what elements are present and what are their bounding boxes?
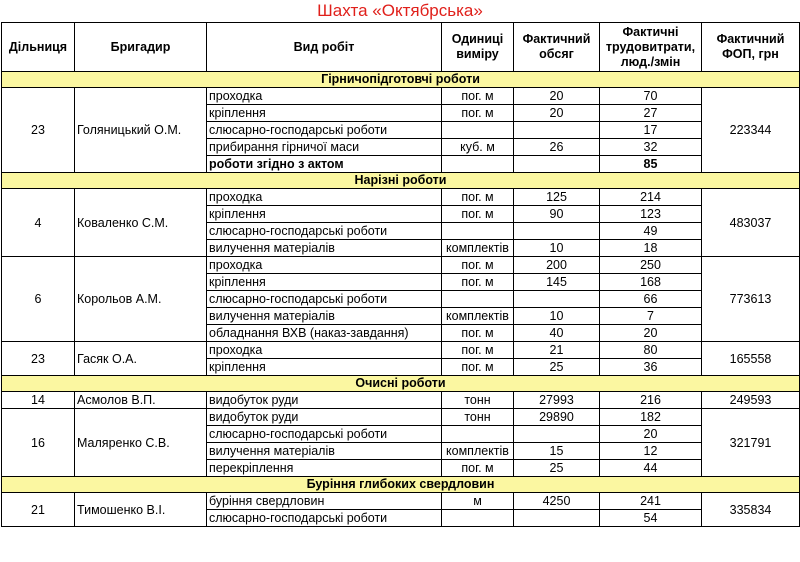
volume-cell: 10: [514, 308, 600, 325]
volume-cell: 145: [514, 274, 600, 291]
labor-cell: 32: [600, 139, 702, 156]
volume-cell: [514, 426, 600, 443]
unit-cell: пог. м: [442, 189, 514, 206]
volume-cell: [514, 291, 600, 308]
foreman-cell: Асмолов В.П.: [75, 392, 207, 409]
labor-cell: 18: [600, 240, 702, 257]
unit-cell: м: [442, 493, 514, 510]
table-row: [2, 88, 800, 105]
volume-cell: [514, 223, 600, 240]
volume-cell: 27993: [514, 392, 600, 409]
labor-cell: 80: [600, 342, 702, 359]
work-type-cell: слюсарно-господарські роботи: [207, 223, 442, 240]
table-row: [2, 189, 800, 206]
unit-cell: комплектів: [442, 443, 514, 460]
labor-cell: 216: [600, 392, 702, 409]
table-row: [2, 493, 800, 510]
labor-cell: 123: [600, 206, 702, 223]
labor-cell: 54: [600, 510, 702, 527]
labor-cell: 44: [600, 460, 702, 477]
unit-cell: пог. м: [442, 460, 514, 477]
payroll-cell: 335834: [702, 493, 800, 527]
labor-cell: 36: [600, 359, 702, 376]
volume-cell: [514, 156, 600, 173]
work-type-cell: роботи згідно з актом: [207, 156, 442, 173]
work-type-cell: кріплення: [207, 359, 442, 376]
table-row: [2, 342, 800, 359]
volume-cell: 40: [514, 325, 600, 342]
work-type-cell: обладнання ВХВ (наказ-завдання): [207, 325, 442, 342]
unit-cell: пог. м: [442, 342, 514, 359]
labor-cell: 214: [600, 189, 702, 206]
work-type-cell: прибирання гірничої маси: [207, 139, 442, 156]
unit-cell: комплектів: [442, 240, 514, 257]
unit-cell: [442, 510, 514, 527]
table-row: [2, 409, 800, 426]
section-header-row: [2, 173, 800, 189]
unit-cell: пог. м: [442, 359, 514, 376]
volume-cell: 25: [514, 359, 600, 376]
payroll-cell: 483037: [702, 189, 800, 257]
foreman-cell: Маляренко С.В.: [75, 409, 207, 477]
work-type-cell: проходка: [207, 257, 442, 274]
volume-cell: 21: [514, 342, 600, 359]
section-header-row: [2, 72, 800, 88]
work-type-cell: буріння свердловин: [207, 493, 442, 510]
unit-cell: куб. м: [442, 139, 514, 156]
section-title: Гірничопідготовчі роботи: [2, 72, 800, 88]
volume-cell: 29890: [514, 409, 600, 426]
labor-cell: 66: [600, 291, 702, 308]
volume-cell: 15: [514, 443, 600, 460]
section-header-row: [2, 376, 800, 392]
unit-cell: тонн: [442, 392, 514, 409]
work-type-cell: вилучення матеріалів: [207, 240, 442, 257]
foreman-cell: Коваленко С.М.: [75, 189, 207, 257]
labor-cell: 17: [600, 122, 702, 139]
unit-cell: пог. м: [442, 257, 514, 274]
payroll-cell: 249593: [702, 392, 800, 409]
work-type-cell: перекріплення: [207, 460, 442, 477]
work-type-cell: проходка: [207, 189, 442, 206]
header-work-type: Вид робіт: [207, 23, 442, 72]
volume-cell: 90: [514, 206, 600, 223]
unit-cell: пог. м: [442, 325, 514, 342]
section-number-cell: 16: [2, 409, 75, 477]
header-labor: Фактичні трудовитрати, люд./змін: [600, 23, 702, 72]
work-type-cell: вилучення матеріалів: [207, 443, 442, 460]
work-type-cell: слюсарно-господарські роботи: [207, 122, 442, 139]
unit-cell: пог. м: [442, 206, 514, 223]
work-type-cell: проходка: [207, 88, 442, 105]
payroll-cell: 165558: [702, 342, 800, 376]
volume-cell: 26: [514, 139, 600, 156]
section-number-cell: 14: [2, 392, 75, 409]
labor-cell: 70: [600, 88, 702, 105]
payroll-cell: 321791: [702, 409, 800, 477]
labor-cell: 182: [600, 409, 702, 426]
table-row: [2, 392, 800, 409]
unit-cell: пог. м: [442, 274, 514, 291]
unit-cell: [442, 426, 514, 443]
section-number-cell: 23: [2, 88, 75, 173]
section-title: Очисні роботи: [2, 376, 800, 392]
page-title: Шахта «Октябрська»: [317, 1, 483, 20]
work-type-cell: слюсарно-господарські роботи: [207, 426, 442, 443]
payroll-cell: 773613: [702, 257, 800, 342]
foreman-cell: Голяницький О.М.: [75, 88, 207, 173]
labor-cell: 12: [600, 443, 702, 460]
header-foreman: Бригадир: [75, 23, 207, 72]
volume-cell: 20: [514, 105, 600, 122]
labor-cell: 20: [600, 426, 702, 443]
work-type-cell: кріплення: [207, 274, 442, 291]
work-type-cell: кріплення: [207, 105, 442, 122]
header-row: [2, 23, 800, 72]
table-row: [2, 257, 800, 274]
unit-cell: [442, 122, 514, 139]
section-header-row: [2, 477, 800, 493]
unit-cell: комплектів: [442, 308, 514, 325]
unit-cell: [442, 223, 514, 240]
volume-cell: 125: [514, 189, 600, 206]
header-volume: Фактичний обсяг: [514, 23, 600, 72]
section-number-cell: 21: [2, 493, 75, 527]
work-type-cell: видобуток руди: [207, 409, 442, 426]
labor-cell: 49: [600, 223, 702, 240]
volume-cell: [514, 510, 600, 527]
foreman-cell: Корольов А.М.: [75, 257, 207, 342]
section-number-cell: 23: [2, 342, 75, 376]
labor-cell: 241: [600, 493, 702, 510]
unit-cell: пог. м: [442, 105, 514, 122]
unit-cell: тонн: [442, 409, 514, 426]
volume-cell: 4250: [514, 493, 600, 510]
volume-cell: 20: [514, 88, 600, 105]
section-title: Буріння глибоких свердловин: [2, 477, 800, 493]
unit-cell: пог. м: [442, 88, 514, 105]
table-body: [2, 72, 800, 527]
work-report-table: [1, 22, 800, 527]
header-unit: Одиниці виміру: [442, 23, 514, 72]
section-number-cell: 4: [2, 189, 75, 257]
volume-cell: 25: [514, 460, 600, 477]
volume-cell: 200: [514, 257, 600, 274]
payroll-cell: 223344: [702, 88, 800, 173]
header-payroll: Фактичний ФОП, грн: [702, 23, 800, 72]
labor-cell: 27: [600, 105, 702, 122]
work-type-cell: проходка: [207, 342, 442, 359]
volume-cell: [514, 122, 600, 139]
foreman-cell: Гасяк О.А.: [75, 342, 207, 376]
unit-cell: [442, 156, 514, 173]
work-type-cell: слюсарно-господарські роботи: [207, 291, 442, 308]
labor-cell: 250: [600, 257, 702, 274]
labor-cell: 168: [600, 274, 702, 291]
labor-cell: 20: [600, 325, 702, 342]
work-type-cell: видобуток руди: [207, 392, 442, 409]
labor-cell: 85: [600, 156, 702, 173]
volume-cell: 10: [514, 240, 600, 257]
section-title: Нарізні роботи: [2, 173, 800, 189]
labor-cell: 7: [600, 308, 702, 325]
header-section: Дільниця: [2, 23, 75, 72]
work-type-cell: вилучення матеріалів: [207, 308, 442, 325]
work-type-cell: кріплення: [207, 206, 442, 223]
foreman-cell: Тимошенко В.І.: [75, 493, 207, 527]
unit-cell: [442, 291, 514, 308]
section-number-cell: 6: [2, 257, 75, 342]
work-type-cell: слюсарно-господарські роботи: [207, 510, 442, 527]
